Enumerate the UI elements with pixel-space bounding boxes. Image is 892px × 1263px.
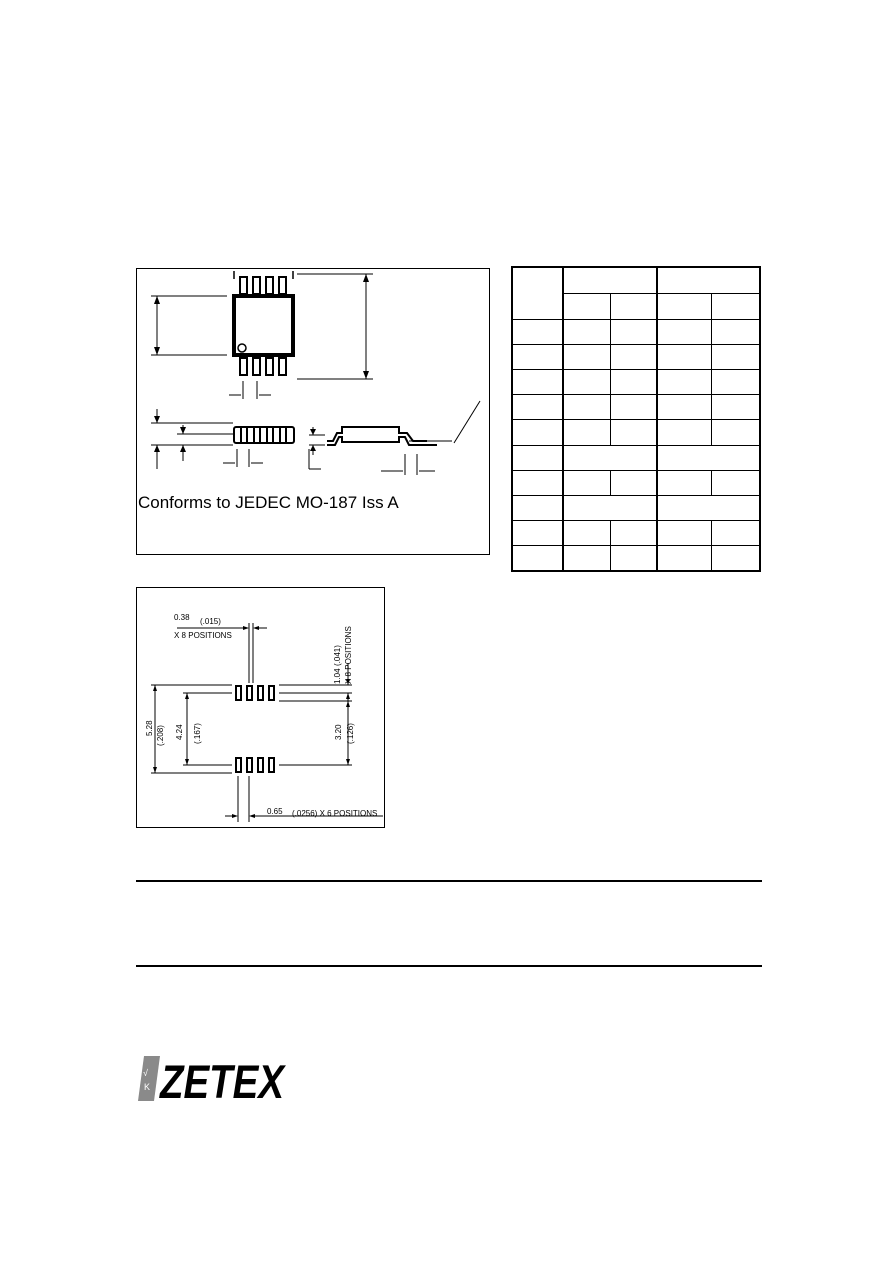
table-row: [512, 445, 760, 470]
pad-width-value: 0.38: [174, 613, 190, 622]
zetex-logo-text: ZETEX: [158, 1055, 287, 1108]
pad-length-inch: (.041): [333, 645, 342, 666]
jedec-caption: Conforms to JEDEC MO-187 Iss A: [138, 493, 399, 512]
pad-width-note: X 8 POSITIONS: [174, 631, 232, 640]
row-pitch-inch: (.126): [346, 723, 355, 744]
row-pitch-value: 3.20: [334, 724, 343, 740]
svg-text:√: √: [143, 1068, 148, 1078]
table-row: [512, 495, 760, 520]
table-header-cell: [512, 267, 563, 319]
svg-text:K: K: [144, 1082, 151, 1092]
pitch-note: (.0256) X 6 POSITIONS: [292, 809, 378, 818]
table-row: [512, 470, 760, 495]
table-row: [512, 395, 760, 420]
table-header-cell: [711, 293, 760, 319]
zetex-logo: [138, 1052, 288, 1109]
footprint-svg: [137, 588, 384, 827]
dimension-table: [511, 266, 761, 572]
inner-span-value: 4.24: [175, 724, 184, 740]
pad-length-value: 1.04: [333, 668, 342, 684]
overall-span-inch: (.208): [156, 725, 165, 746]
table-header-cell: [657, 267, 760, 293]
table-row: [512, 345, 760, 370]
table-header-cell: [657, 293, 711, 319]
table-header-cell: [611, 293, 658, 319]
zetex-logo-mark: [138, 1052, 288, 1108]
table-header-cell: [563, 293, 611, 319]
overall-span-value: 5.28: [145, 720, 154, 736]
section-divider-bottom: [136, 965, 762, 967]
inner-span-inch: (.167): [193, 723, 202, 744]
pad-width-inch: (.015): [200, 617, 221, 626]
table-header-cell: [563, 267, 657, 293]
table-row: [512, 420, 760, 445]
table-row: [512, 521, 760, 546]
table-row: [512, 319, 760, 344]
package-outline-drawing: [136, 268, 490, 555]
pad-length-note: X 8 POSITIONS: [344, 626, 353, 684]
table-row: [512, 546, 760, 571]
section-divider-top: [136, 880, 762, 882]
table-row: [512, 370, 760, 395]
pitch-value: 0.65: [267, 807, 283, 816]
footprint-drawing: [136, 587, 385, 828]
